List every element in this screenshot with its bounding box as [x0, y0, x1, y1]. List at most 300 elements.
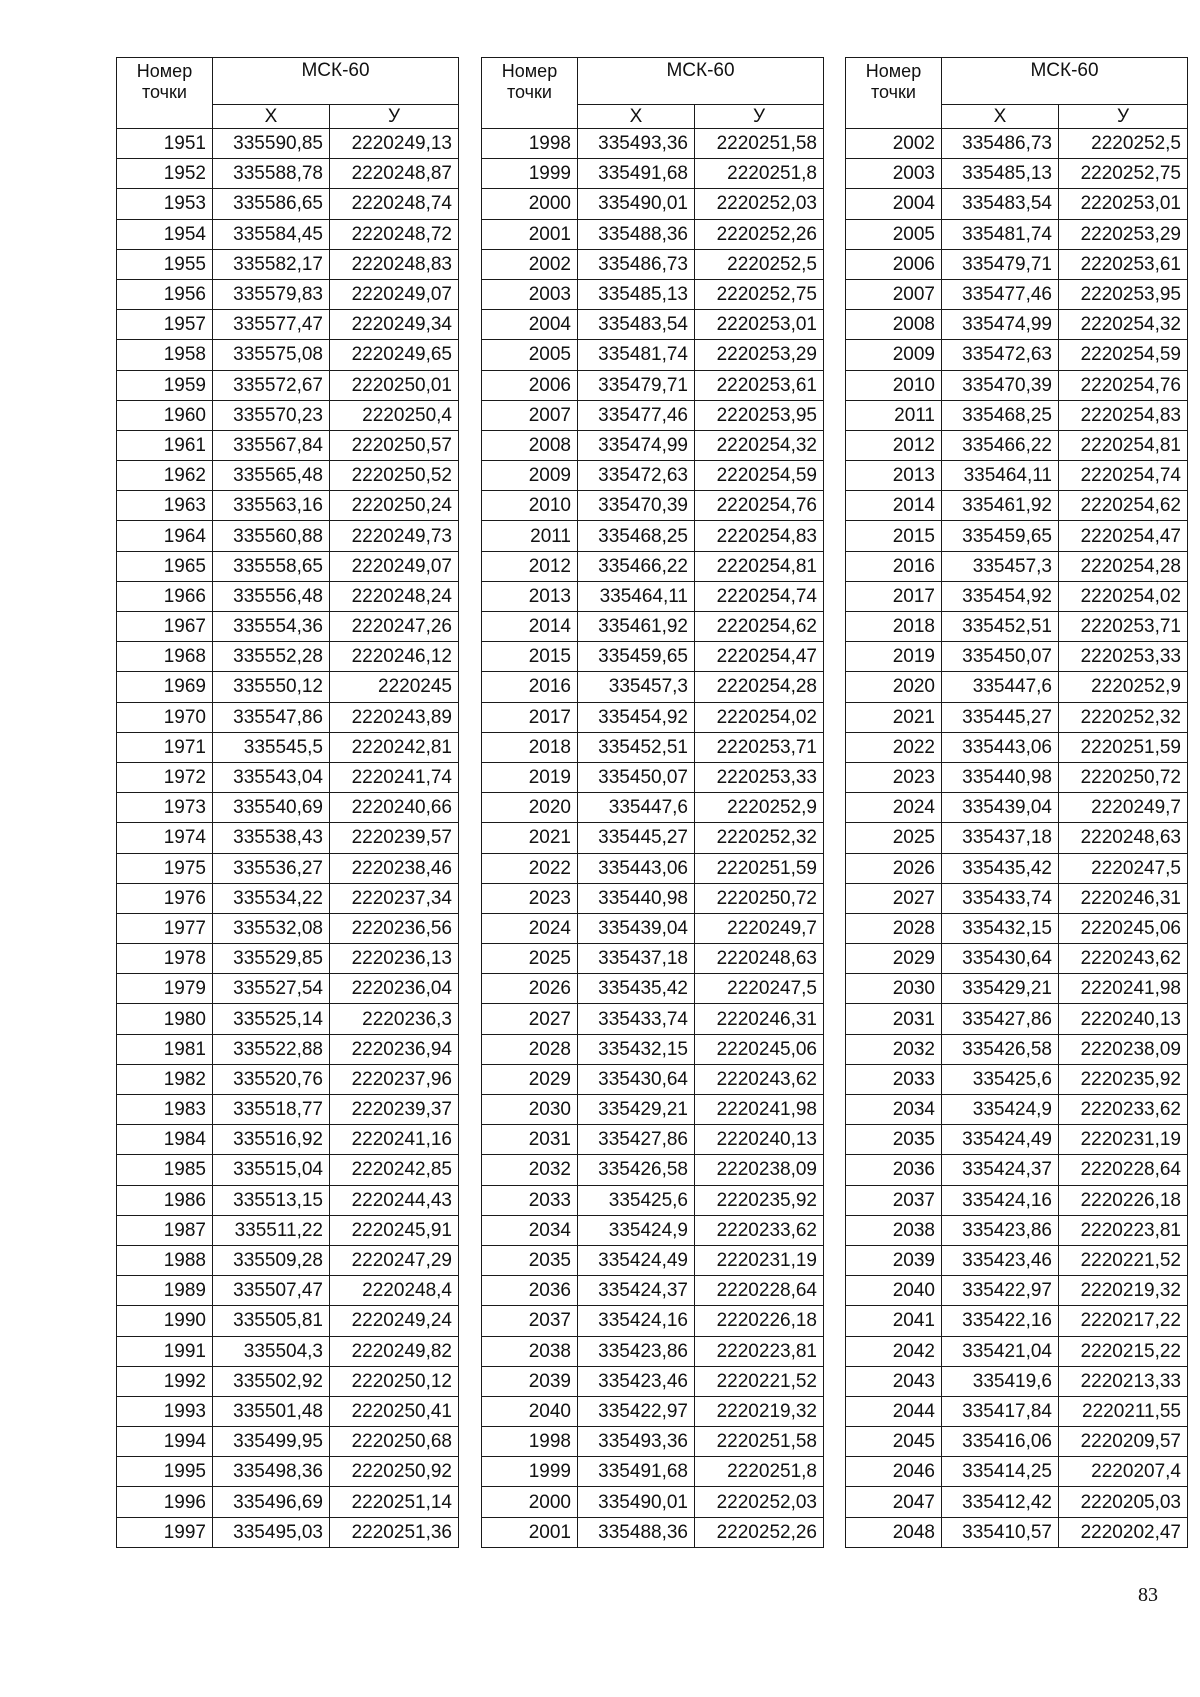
coordinate-system-header: МСК-60	[942, 58, 1188, 105]
y-cell: 2220248,72	[330, 219, 459, 249]
table-row	[846, 702, 1188, 732]
y-cell: 2220254,76	[695, 491, 824, 521]
point-number-cell: 2048	[846, 1517, 942, 1547]
x-cell: 335554,36	[213, 612, 330, 642]
y-cell: 2220251,59	[695, 853, 824, 883]
point-number-cell: 1959	[117, 370, 213, 400]
y-cell: 2220241,98	[695, 1095, 824, 1125]
point-number-cell: 2041	[846, 1306, 942, 1336]
point-number-cell: 1993	[117, 1396, 213, 1426]
x-cell: 335486,73	[578, 249, 695, 279]
point-number-cell: 2018	[482, 732, 578, 762]
point-number-cell: 2031	[482, 1125, 578, 1155]
point-number-cell: 2029	[846, 944, 942, 974]
table-row	[482, 1215, 824, 1245]
point-number-cell: 1996	[117, 1487, 213, 1517]
point-number-cell: 2032	[846, 1034, 942, 1064]
y-cell: 2220254,28	[1059, 551, 1188, 581]
x-cell: 335432,15	[942, 913, 1059, 943]
table-row	[482, 129, 824, 159]
x-cell: 335582,17	[213, 249, 330, 279]
point-number-cell: 1962	[117, 461, 213, 491]
table-row	[482, 551, 824, 581]
point-number-header: Номер точки	[846, 58, 942, 129]
y-cell: 2220247,5	[695, 974, 824, 1004]
y-cell: 2220254,62	[695, 612, 824, 642]
table-row	[846, 189, 1188, 219]
point-number-cell: 2026	[846, 853, 942, 883]
table-row	[117, 1125, 459, 1155]
table-row	[846, 883, 1188, 913]
x-cell: 335501,48	[213, 1396, 330, 1426]
x-cell: 335461,92	[578, 612, 695, 642]
table-row	[117, 823, 459, 853]
y-cell: 2220254,47	[1059, 521, 1188, 551]
y-cell: 2220226,18	[695, 1306, 824, 1336]
x-cell: 335425,6	[942, 1064, 1059, 1094]
y-cell: 2220241,98	[1059, 974, 1188, 1004]
y-cell: 2220254,47	[695, 642, 824, 672]
table-row	[482, 189, 824, 219]
table-row	[846, 612, 1188, 642]
table-row	[482, 219, 824, 249]
table-row	[482, 1064, 824, 1094]
table-row	[482, 310, 824, 340]
y-cell: 2220248,87	[330, 159, 459, 189]
x-cell: 335534,22	[213, 883, 330, 913]
x-cell: 335440,98	[578, 883, 695, 913]
x-cell: 335424,37	[578, 1276, 695, 1306]
y-cell: 2220252,32	[695, 823, 824, 853]
x-cell: 335468,25	[578, 521, 695, 551]
table-row	[846, 1457, 1188, 1487]
x-cell: 335466,22	[578, 551, 695, 581]
table-row	[117, 249, 459, 279]
table-row	[482, 370, 824, 400]
point-number-cell: 2012	[846, 430, 942, 460]
point-number-cell: 2029	[482, 1064, 578, 1094]
y-cell: 2220252,75	[695, 279, 824, 309]
y-cell: 2220237,96	[330, 1064, 459, 1094]
table-row	[117, 1064, 459, 1094]
point-number-cell: 2036	[846, 1155, 942, 1185]
y-cell: 2220249,07	[330, 279, 459, 309]
x-cell: 335477,46	[578, 400, 695, 430]
table-row	[482, 249, 824, 279]
point-number-cell: 2020	[846, 672, 942, 702]
y-cell: 2220238,09	[1059, 1034, 1188, 1064]
table-row	[117, 1185, 459, 1215]
table-row	[482, 762, 824, 792]
x-cell: 335464,11	[578, 581, 695, 611]
table-row	[482, 672, 824, 702]
x-cell: 335419,6	[942, 1366, 1059, 1396]
table-row	[846, 1064, 1188, 1094]
y-cell: 2220253,61	[1059, 249, 1188, 279]
x-cell: 335552,28	[213, 642, 330, 672]
y-cell: 2220238,46	[330, 853, 459, 883]
point-number-cell: 1973	[117, 793, 213, 823]
y-cell: 2220249,73	[330, 521, 459, 551]
point-number-cell: 2034	[482, 1215, 578, 1245]
point-number-cell: 1981	[117, 1034, 213, 1064]
point-number-cell: 2018	[846, 612, 942, 642]
x-cell: 335520,76	[213, 1064, 330, 1094]
y-cell: 2220252,03	[695, 189, 824, 219]
x-cell: 335565,48	[213, 461, 330, 491]
y-cell: 2220246,31	[1059, 883, 1188, 913]
table-row	[117, 1215, 459, 1245]
y-cell: 2220243,62	[1059, 944, 1188, 974]
point-number-cell: 2004	[846, 189, 942, 219]
table-row	[482, 1095, 824, 1125]
y-cell: 2220236,94	[330, 1034, 459, 1064]
x-cell: 335505,81	[213, 1306, 330, 1336]
point-number-cell: 2047	[846, 1487, 942, 1517]
table-row	[846, 400, 1188, 430]
point-number-header: Номер точки	[482, 58, 578, 129]
x-cell: 335527,54	[213, 974, 330, 1004]
table-row	[482, 913, 824, 943]
x-cell: 335424,9	[578, 1215, 695, 1245]
table-row	[482, 461, 824, 491]
point-number-cell: 2006	[846, 249, 942, 279]
x-cell: 335443,06	[578, 853, 695, 883]
x-cell: 335543,04	[213, 762, 330, 792]
table-row	[846, 340, 1188, 370]
table-row	[117, 853, 459, 883]
table-row	[846, 1155, 1188, 1185]
point-number-cell: 2005	[846, 219, 942, 249]
y-cell: 2220240,13	[695, 1125, 824, 1155]
table-row	[482, 944, 824, 974]
y-cell: 2220251,14	[330, 1487, 459, 1517]
point-number-cell: 2013	[846, 461, 942, 491]
point-number-cell: 1965	[117, 551, 213, 581]
table-row	[117, 1245, 459, 1275]
point-number-cell: 2037	[482, 1306, 578, 1336]
point-number-cell: 1998	[482, 129, 578, 159]
table-row	[482, 1125, 824, 1155]
table-row	[846, 461, 1188, 491]
table-row	[482, 1517, 824, 1547]
point-number-cell: 2038	[482, 1336, 578, 1366]
table-row	[846, 1366, 1188, 1396]
point-number-cell: 2021	[482, 823, 578, 853]
point-number-cell: 1953	[117, 189, 213, 219]
y-cell: 2220253,33	[695, 762, 824, 792]
table-row	[846, 370, 1188, 400]
point-number-cell: 2024	[846, 793, 942, 823]
y-cell: 2220226,18	[1059, 1185, 1188, 1215]
point-number-cell: 1977	[117, 913, 213, 943]
table-row	[117, 1457, 459, 1487]
x-cell: 335457,3	[942, 551, 1059, 581]
point-number-cell: 1994	[117, 1427, 213, 1457]
y-cell: 2220254,28	[695, 672, 824, 702]
y-cell: 2220254,32	[695, 430, 824, 460]
table-row	[482, 1004, 824, 1034]
point-number-cell: 1954	[117, 219, 213, 249]
point-number-cell: 2019	[846, 642, 942, 672]
y-cell: 2220221,52	[695, 1366, 824, 1396]
point-number-cell: 1956	[117, 279, 213, 309]
x-cell: 335424,49	[578, 1245, 695, 1275]
table-row	[846, 974, 1188, 1004]
point-number-cell: 1995	[117, 1457, 213, 1487]
y-cell: 2220252,9	[1059, 672, 1188, 702]
x-cell: 335486,73	[942, 129, 1059, 159]
x-cell: 335440,98	[942, 762, 1059, 792]
table-row	[117, 1095, 459, 1125]
y-cell: 2220253,01	[1059, 189, 1188, 219]
x-cell: 335560,88	[213, 521, 330, 551]
y-cell: 2220236,56	[330, 913, 459, 943]
y-cell: 2220250,4	[330, 400, 459, 430]
table-row	[846, 1215, 1188, 1245]
y-cell: 2220251,59	[1059, 732, 1188, 762]
y-cell: 2220250,12	[330, 1366, 459, 1396]
x-cell: 335556,48	[213, 581, 330, 611]
x-cell: 335579,83	[213, 279, 330, 309]
y-cell: 2220202,47	[1059, 1517, 1188, 1547]
y-cell: 2220253,29	[695, 340, 824, 370]
point-number-cell: 1958	[117, 340, 213, 370]
point-number-cell: 2020	[482, 793, 578, 823]
table-row	[846, 249, 1188, 279]
table-row	[846, 913, 1188, 943]
y-cell: 2220251,58	[695, 1427, 824, 1457]
point-number-cell: 1989	[117, 1276, 213, 1306]
point-number-cell: 2045	[846, 1427, 942, 1457]
coordinate-system-header: МСК-60	[578, 58, 824, 105]
x-cell: 335545,5	[213, 732, 330, 762]
x-cell: 335454,92	[942, 581, 1059, 611]
table-row	[482, 793, 824, 823]
y-cell: 2220213,33	[1059, 1366, 1188, 1396]
table-row	[482, 974, 824, 1004]
point-number-cell: 2030	[846, 974, 942, 1004]
y-cell: 2220252,5	[695, 249, 824, 279]
table-row	[482, 1336, 824, 1366]
point-number-cell: 2028	[846, 913, 942, 943]
x-cell: 335414,25	[942, 1457, 1059, 1487]
y-cell: 2220252,26	[695, 219, 824, 249]
y-cell: 2220254,59	[695, 461, 824, 491]
x-cell: 335491,68	[578, 159, 695, 189]
point-number-cell: 1968	[117, 642, 213, 672]
y-cell: 2220245	[330, 672, 459, 702]
y-cell: 2220207,4	[1059, 1457, 1188, 1487]
y-cell: 2220254,02	[695, 702, 824, 732]
y-cell: 2220249,7	[1059, 793, 1188, 823]
point-number-cell: 1979	[117, 974, 213, 1004]
x-cell: 335518,77	[213, 1095, 330, 1125]
x-cell: 335429,21	[578, 1095, 695, 1125]
y-cell: 2220251,58	[695, 129, 824, 159]
x-cell: 335502,92	[213, 1366, 330, 1396]
y-cell: 2220247,29	[330, 1245, 459, 1275]
y-header: У	[330, 105, 459, 129]
point-number-cell: 2022	[846, 732, 942, 762]
y-cell: 2220239,37	[330, 1095, 459, 1125]
point-number-cell: 2011	[482, 521, 578, 551]
table-row	[117, 1034, 459, 1064]
x-cell: 335485,13	[942, 159, 1059, 189]
y-cell: 2220215,22	[1059, 1336, 1188, 1366]
point-number-cell: 1998	[482, 1427, 578, 1457]
point-number-cell: 1978	[117, 944, 213, 974]
x-cell: 335430,64	[942, 944, 1059, 974]
point-number-cell: 1985	[117, 1155, 213, 1185]
table-row	[117, 762, 459, 792]
y-cell: 2220254,81	[695, 551, 824, 581]
y-cell: 2220252,26	[695, 1517, 824, 1547]
x-cell: 335488,36	[578, 1517, 695, 1547]
y-cell: 2220253,01	[695, 310, 824, 340]
point-number-cell: 2016	[846, 551, 942, 581]
y-cell: 2220249,07	[330, 551, 459, 581]
x-cell: 335575,08	[213, 340, 330, 370]
y-cell: 2220254,76	[1059, 370, 1188, 400]
table-row	[482, 702, 824, 732]
y-cell: 2220253,95	[695, 400, 824, 430]
point-number-cell: 1963	[117, 491, 213, 521]
y-cell: 2220240,66	[330, 793, 459, 823]
x-cell: 335452,51	[578, 732, 695, 762]
point-number-cell: 1990	[117, 1306, 213, 1336]
point-number-cell: 2027	[846, 883, 942, 913]
table-row	[117, 1004, 459, 1034]
point-number-cell: 1967	[117, 612, 213, 642]
table-row	[117, 1396, 459, 1426]
x-cell: 335483,54	[578, 310, 695, 340]
table-row	[846, 521, 1188, 551]
point-number-cell: 2003	[846, 159, 942, 189]
x-cell: 335425,6	[578, 1185, 695, 1215]
point-number-cell: 2022	[482, 853, 578, 883]
x-cell: 335435,42	[578, 974, 695, 1004]
table-row	[846, 1034, 1188, 1064]
point-number-cell: 2003	[482, 279, 578, 309]
y-cell: 2220249,13	[330, 129, 459, 159]
table-row	[482, 1427, 824, 1457]
point-number-cell: 2009	[846, 340, 942, 370]
table-row	[846, 310, 1188, 340]
y-cell: 2220251,8	[695, 1457, 824, 1487]
table-row	[482, 1155, 824, 1185]
y-cell: 2220252,9	[695, 793, 824, 823]
table-row	[117, 581, 459, 611]
point-number-cell: 2013	[482, 581, 578, 611]
point-number-cell: 1951	[117, 129, 213, 159]
table-row	[482, 1487, 824, 1517]
point-number-cell: 1975	[117, 853, 213, 883]
x-cell: 335422,16	[942, 1306, 1059, 1336]
x-cell: 335474,99	[578, 430, 695, 460]
y-cell: 2220249,7	[695, 913, 824, 943]
table-row	[846, 129, 1188, 159]
table-row	[117, 672, 459, 702]
y-cell: 2220231,19	[1059, 1125, 1188, 1155]
x-cell: 335509,28	[213, 1245, 330, 1275]
x-cell: 335572,67	[213, 370, 330, 400]
table-body	[117, 129, 459, 1548]
table-row	[846, 793, 1188, 823]
point-number-cell: 2042	[846, 1336, 942, 1366]
table-row	[117, 129, 459, 159]
x-cell: 335590,85	[213, 129, 330, 159]
table-row	[846, 1095, 1188, 1125]
y-cell: 2220228,64	[695, 1276, 824, 1306]
x-cell: 335461,92	[942, 491, 1059, 521]
x-cell: 335433,74	[578, 1004, 695, 1034]
x-cell: 335430,64	[578, 1064, 695, 1094]
point-number-cell: 2032	[482, 1155, 578, 1185]
y-cell: 2220249,65	[330, 340, 459, 370]
point-number-cell: 2021	[846, 702, 942, 732]
point-number-cell: 2015	[846, 521, 942, 551]
table-row	[846, 1396, 1188, 1426]
point-number-cell: 2017	[846, 581, 942, 611]
table-row	[482, 1276, 824, 1306]
x-cell: 335588,78	[213, 159, 330, 189]
table-row	[482, 159, 824, 189]
point-number-cell: 1955	[117, 249, 213, 279]
x-cell: 335516,92	[213, 1125, 330, 1155]
y-cell: 2220245,06	[695, 1034, 824, 1064]
point-number-cell: 2016	[482, 672, 578, 702]
y-cell: 2220247,26	[330, 612, 459, 642]
table-row	[117, 1276, 459, 1306]
x-cell: 335423,86	[942, 1215, 1059, 1245]
y-cell: 2220245,91	[330, 1215, 459, 1245]
y-cell: 2220236,3	[330, 1004, 459, 1034]
y-cell: 2220240,13	[1059, 1004, 1188, 1034]
x-cell: 335490,01	[578, 1487, 695, 1517]
y-cell: 2220252,03	[695, 1487, 824, 1517]
point-number-cell: 1964	[117, 521, 213, 551]
x-cell: 335481,74	[578, 340, 695, 370]
point-number-cell: 2035	[846, 1125, 942, 1155]
point-number-cell: 1969	[117, 672, 213, 702]
table-row	[117, 883, 459, 913]
y-cell: 2220209,57	[1059, 1427, 1188, 1457]
table-row	[482, 1366, 824, 1396]
table-row	[846, 1336, 1188, 1366]
x-cell: 335472,63	[942, 340, 1059, 370]
y-cell: 2220237,34	[330, 883, 459, 913]
y-cell: 2220228,64	[1059, 1155, 1188, 1185]
table-row	[117, 702, 459, 732]
point-number-cell: 2026	[482, 974, 578, 1004]
table-row	[846, 159, 1188, 189]
x-cell: 335464,11	[942, 461, 1059, 491]
table-row	[482, 581, 824, 611]
table-row	[846, 1427, 1188, 1457]
point-number-cell: 2007	[846, 279, 942, 309]
x-cell: 335422,97	[578, 1396, 695, 1426]
table-row	[482, 1185, 824, 1215]
y-cell: 2220241,74	[330, 762, 459, 792]
x-cell: 335423,46	[942, 1245, 1059, 1275]
x-cell: 335536,27	[213, 853, 330, 883]
x-cell: 335447,6	[578, 793, 695, 823]
table-row	[482, 1034, 824, 1064]
point-number-cell: 1999	[482, 159, 578, 189]
table-row	[846, 551, 1188, 581]
x-cell: 335540,69	[213, 793, 330, 823]
